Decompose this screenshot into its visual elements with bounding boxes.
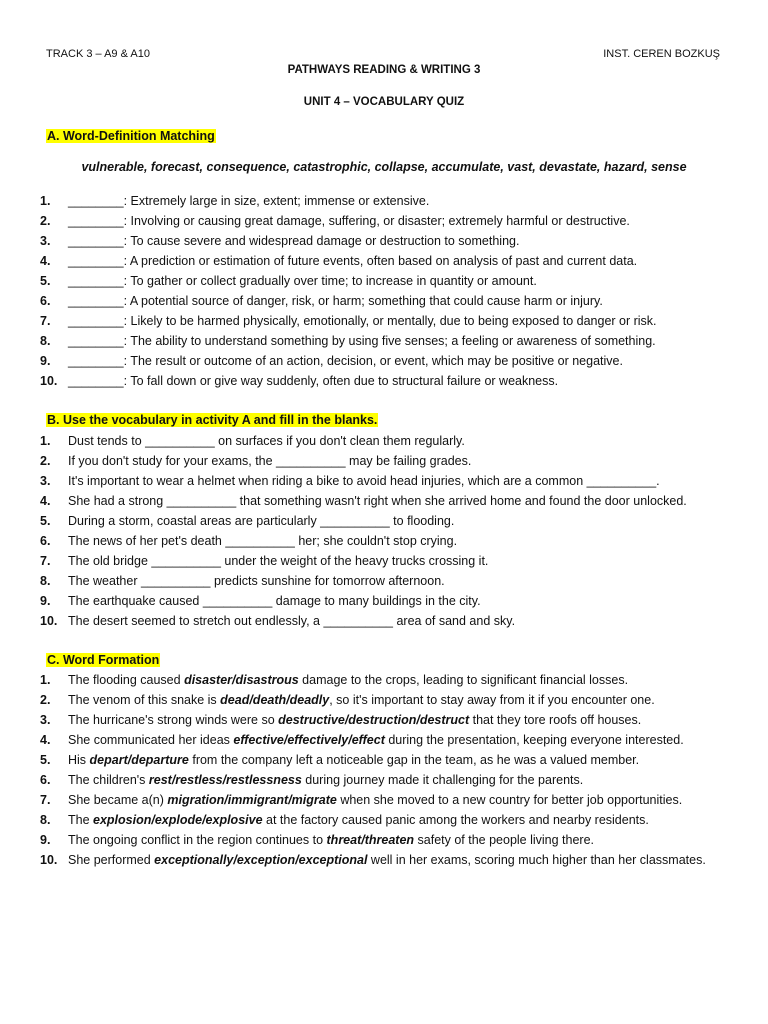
list-item <box>40 531 728 551</box>
item-number: 4. <box>40 494 51 508</box>
item-text <box>68 730 728 750</box>
list-item <box>40 431 728 451</box>
word-choice: dead/death/deadly <box>220 693 330 707</box>
item-text: ________: The ability to understand something by using five senses; a feeling or awareness of something. <box>68 334 656 348</box>
item-number: 4. <box>40 733 51 747</box>
section-b-heading: B. Use the vocabulary in activity A and fill in the blanks. <box>47 413 378 427</box>
item-number: 2. <box>40 454 51 468</box>
item-text: ________: Involving or causing great damage, suffering, or disaster; extremely harmful or destructive. <box>68 214 630 228</box>
item-number: 5. <box>40 514 51 528</box>
section-c-list <box>40 670 728 870</box>
list-item <box>40 591 728 611</box>
section-c-heading: C. Word Formation <box>47 653 160 667</box>
word-choice: exceptionally/exception/exceptional <box>154 853 368 867</box>
section-b-list <box>40 431 728 631</box>
list-item <box>40 331 728 351</box>
document-subtitle: UNIT 4 – VOCABULARY QUIZ <box>303 96 465 108</box>
item-number: 5. <box>40 753 51 767</box>
list-item <box>40 351 728 371</box>
item-text-after: during the presentation, keeping everyone interested. <box>384 733 684 747</box>
item-number: 8. <box>40 574 51 588</box>
item-number: 10. <box>40 853 58 867</box>
instructor-label: INST. CEREN BOZKUŞ <box>603 48 720 60</box>
item-text-before: The hurricane's strong winds were so <box>68 713 279 727</box>
item-number: 10. <box>40 614 58 628</box>
item-text <box>68 670 728 690</box>
item-text-after: at the factory caused panic among the workers and nearby residents. <box>262 813 649 827</box>
item-number: 9. <box>40 833 51 847</box>
item-number: 7. <box>40 554 51 568</box>
list-item <box>40 251 728 271</box>
item-number: 1. <box>40 673 51 687</box>
list-item <box>40 750 728 770</box>
item-text <box>68 830 728 850</box>
item-text: ________: Likely to be harmed physically, emotionally, or mentally, due to being exposed to danger or risk. <box>68 314 657 328</box>
item-text <box>68 790 728 810</box>
item-text: ________: A potential source of danger, risk, or harm; something that could cause harm or injury. <box>68 294 603 308</box>
list-item <box>40 710 728 730</box>
word-choice: disaster/disastrous <box>184 673 299 687</box>
list-item <box>40 810 728 830</box>
section-a-list <box>40 191 728 391</box>
item-text-after: during journey made it challenging for the parents. <box>301 773 584 787</box>
item-number: 8. <box>40 813 51 827</box>
list-item <box>40 770 728 790</box>
item-number: 5. <box>40 274 51 288</box>
item-number: 6. <box>40 534 51 548</box>
list-item <box>40 231 728 251</box>
item-number: 6. <box>40 294 51 308</box>
item-number: 1. <box>40 434 51 448</box>
item-number: 6. <box>40 773 51 787</box>
vocabulary-word-list: vulnerable, forecast, consequence, catastrophic, collapse, accumulate, vast, devastate, hazard, sense <box>81 160 687 174</box>
item-text: The earthquake caused __________ damage to many buildings in the city. <box>68 594 481 608</box>
item-text-after: that they tore roofs off houses. <box>469 713 642 727</box>
item-text-before: The <box>68 813 94 827</box>
list-item <box>40 211 728 231</box>
item-number: 10. <box>40 374 58 388</box>
track-label: TRACK 3 – A9 & A10 <box>46 48 150 60</box>
word-choice: depart/departure <box>89 753 189 767</box>
list-item <box>40 271 728 291</box>
list-item <box>40 790 728 810</box>
item-text-after: when she moved to a new country for better job opportunities. <box>336 793 683 807</box>
list-item <box>40 451 728 471</box>
item-text <box>68 690 728 710</box>
item-text <box>68 750 728 770</box>
word-choice: explosion/explode/explosive <box>93 813 263 827</box>
word-choice: threat/threaten <box>326 833 415 847</box>
item-text: ________: Extremely large in size, extent; immense or extensive. <box>68 194 430 208</box>
item-number: 7. <box>40 314 51 328</box>
item-text: ________: To cause severe and widespread damage or destruction to something. <box>68 234 520 248</box>
item-text <box>68 810 728 830</box>
item-text-before: The children's <box>68 773 149 787</box>
item-text <box>68 770 728 790</box>
item-text <box>68 850 728 870</box>
item-text <box>68 710 728 730</box>
list-item <box>40 670 728 690</box>
list-item <box>40 830 728 850</box>
list-item <box>40 571 728 591</box>
item-number: 4. <box>40 254 51 268</box>
list-item <box>40 850 728 870</box>
item-text-after: safety of the people living there. <box>414 833 595 847</box>
item-number: 8. <box>40 334 51 348</box>
list-item <box>40 371 728 391</box>
item-number: 2. <box>40 214 51 228</box>
item-text-before: She became a(n) <box>68 793 168 807</box>
item-text-after: damage to the crops, leading to significant financial losses. <box>298 673 629 687</box>
item-number: 3. <box>40 474 51 488</box>
list-item <box>40 311 728 331</box>
item-number: 3. <box>40 234 51 248</box>
item-text-before: She communicated her ideas <box>68 733 234 747</box>
list-item <box>40 291 728 311</box>
section-a-heading: A. Word-Definition Matching <box>47 129 215 143</box>
item-text-before: She performed <box>68 853 155 867</box>
item-text: Dust tends to __________ on surfaces if you don't clean them regularly. <box>68 434 465 448</box>
item-text: It's important to wear a helmet when riding a bike to avoid head injuries, which are a common __________. <box>68 474 660 488</box>
item-text: The desert seemed to stretch out endlessly, a __________ area of sand and sky. <box>68 614 516 628</box>
item-text-after: , so it's important to stay away from it if you encounter one. <box>329 693 655 707</box>
item-text: ________: To gather or collect gradually over time; to increase in quantity or amount. <box>68 274 537 288</box>
item-text: She had a strong __________ that something wasn't right when she arrived home and found the door unlocked. <box>68 494 687 508</box>
item-text: During a storm, coastal areas are particularly __________ to flooding. <box>68 514 455 528</box>
item-number: 2. <box>40 693 51 707</box>
item-text: ________: A prediction or estimation of future events, often based on analysis of past and current data. <box>68 254 638 268</box>
list-item <box>40 551 728 571</box>
item-text-before: His <box>68 753 90 767</box>
list-item <box>40 730 728 750</box>
item-number: 1. <box>40 194 51 208</box>
word-choice: destructive/destruction/destruct <box>278 713 470 727</box>
list-item <box>40 511 728 531</box>
item-text-after: from the company left a noticeable gap in the team, as he was a valued member. <box>188 753 640 767</box>
word-choice: rest/restless/restlessness <box>148 773 302 787</box>
item-text: ________: To fall down or give way suddenly, often due to structural failure or weakness. <box>68 374 559 388</box>
item-text: The old bridge __________ under the weight of the heavy trucks crossing it. <box>68 554 489 568</box>
item-number: 7. <box>40 793 51 807</box>
item-number: 9. <box>40 354 51 368</box>
item-text: The weather __________ predicts sunshine for tomorrow afternoon. <box>68 574 445 588</box>
list-item <box>40 471 728 491</box>
item-text: ________: The result or outcome of an action, decision, or event, which may be positive or negative. <box>68 354 623 368</box>
item-number: 9. <box>40 594 51 608</box>
document-title: PATHWAYS READING & WRITING 3 <box>287 64 481 76</box>
item-text-before: The venom of this snake is <box>68 693 221 707</box>
item-text: The news of her pet's death __________ her; she couldn't stop crying. <box>68 534 458 548</box>
list-item <box>40 611 728 631</box>
word-choice: effective/effectively/effect <box>233 733 385 747</box>
item-number: 3. <box>40 713 51 727</box>
item-text-before: The ongoing conflict in the region continues to <box>68 833 327 847</box>
list-item <box>40 491 728 511</box>
list-item <box>40 690 728 710</box>
item-text-before: The flooding caused <box>68 673 185 687</box>
item-text-after: well in her exams, scoring much higher than her classmates. <box>367 853 706 867</box>
item-text: If you don't study for your exams, the __________ may be failing grades. <box>68 454 472 468</box>
word-choice: migration/immigrant/migrate <box>167 793 337 807</box>
list-item <box>40 191 728 211</box>
